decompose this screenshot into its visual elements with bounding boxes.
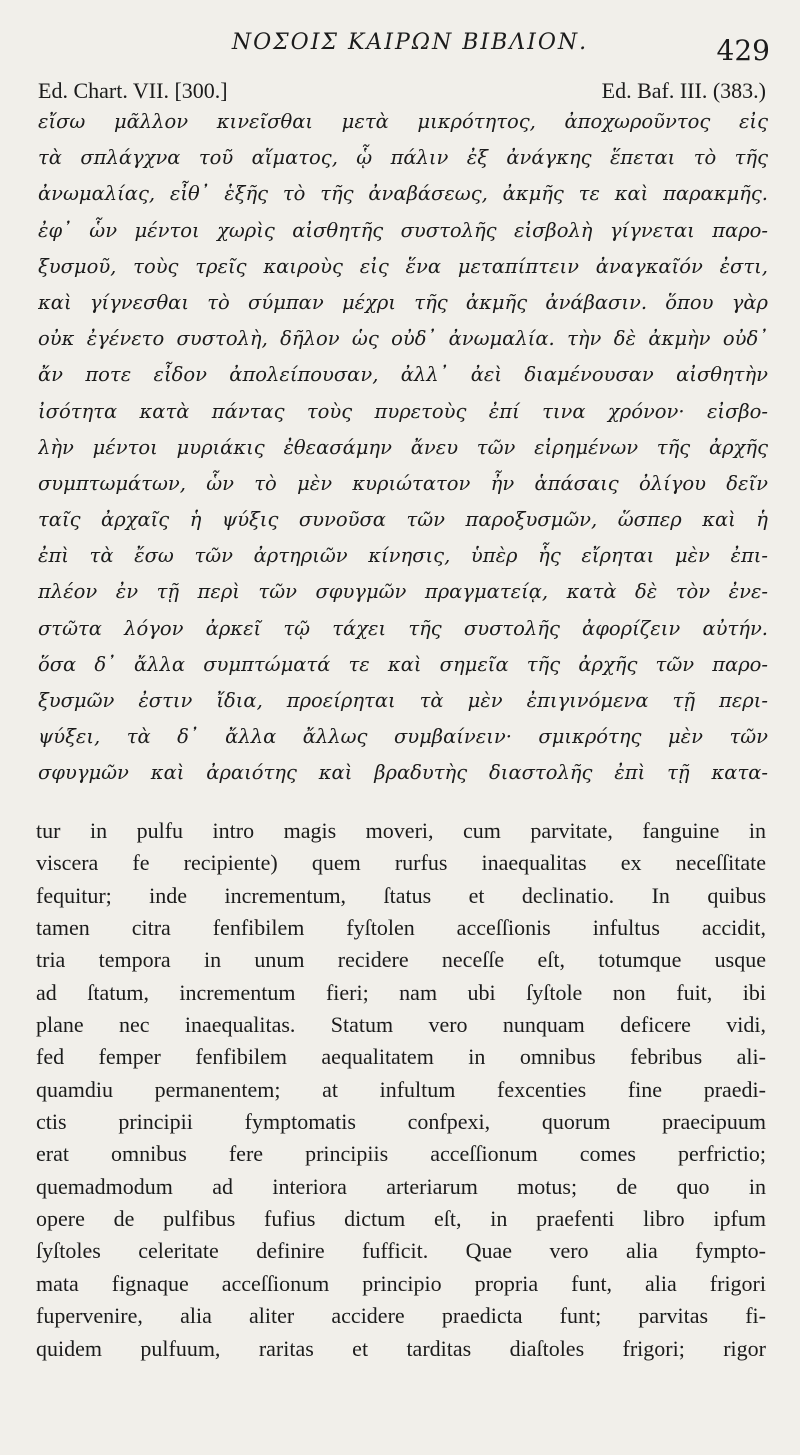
greek-line: σφυγμῶν καὶ ἀραιότης καὶ βραδυτὴς διαστολῆς ἐπὶ τῇ κατα- (38, 761, 768, 785)
greek-line: ξυσμῶν ἐστιν ἴδια, προείρηται τὰ μὲν ἐπιγινόμενα τῇ περι- (38, 689, 768, 712)
greek-line: ἐφ᾽ ὧν μέντοι χωρὶς αἰσθητῆς συστολῆς εἰσβολὴ γίγνεται παρο- (38, 218, 768, 242)
latin-line: tamen citra fenfibilem fyſtolen acceſſionis infultus accidit, (36, 915, 766, 941)
page-number: 429 (716, 34, 770, 67)
latin-line: mata fignaque acceſſionum principio propria funt, alia frigori (36, 1270, 766, 1296)
running-title: ΝΟΣΟΙΣ ΚΑΙΡΩΝ ΒΙΒΛΙΟΝ. (231, 30, 589, 55)
latin-line: ctis principii fymptomatis confpexi, quorum praecipuum (36, 1109, 766, 1135)
latin-line: ad ſtatum, incrementum fieri; nam ubi ſyſtole non fuit, ibi (36, 979, 766, 1005)
latin-line: viscera fe recipiente) quem rurfus inaequalitas ex neceſſitate (36, 850, 766, 876)
latin-line: opere de pulfibus fufius dictum eſt, in praefenti libro ipfum (36, 1206, 766, 1232)
latin-line: fed femper fenfibilem aequalitatem in omnibus febribus ali- (36, 1044, 766, 1070)
edition-chart-reference: Ed. Chart. VII. [300.] (38, 78, 228, 103)
latin-text-block (36, 815, 766, 1365)
greek-line: συμπτωμάτων, ὧν τὸ μὲν κυριώτατον ἦν ἁπάσαις ὀλίγου δεῖν (38, 471, 768, 495)
latin-line: quamdiu permanentem; at infultum fexcenties fine praedi- (36, 1076, 766, 1102)
latin-line: fequitur; inde incrementum, ſtatus et declinatio. In quibus (36, 882, 766, 908)
greek-line: ἐπὶ τὰ ἔσω τῶν ἀρτηριῶν κίνησις, ὑπὲρ ἧς εἴρηται μὲν ἐπι- (38, 544, 768, 568)
greek-line: οὐκ ἐγένετο συστολὴ, δῆλον ὡς οὐδ᾽ ἀνωμαλία. τὴν δὲ ἀκμὴν οὐδ᾽ (38, 327, 768, 351)
edition-basel-reference: Ed. Baf. III. (383.) (601, 78, 766, 103)
edition-references (38, 78, 766, 106)
latin-line: fupervenire, alia aliter accidere praedicta funt; parvitas fi- (36, 1303, 766, 1329)
greek-line: καὶ γίγνεσθαι τὸ σύμπαν μέχρι τῆς ἀκμῆς ἀνάβασιν. ὅπου γὰρ (38, 290, 768, 314)
latin-line: quemadmodum ad interiora arteriarum motus; de quo in (36, 1173, 766, 1199)
latin-line: tria tempora in unum recidere neceſſe eſt, totumque usque (36, 947, 766, 973)
latin-line: erat omnibus fere principiis acceſſionum comes perfrictio; (36, 1141, 766, 1167)
greek-line: στῶτα λόγον ἀρκεῖ τῷ τάχει τῆς συστολῆς ἀφορίζειν αὐτήν. (38, 616, 768, 640)
greek-text-block (38, 104, 768, 792)
latin-line: plane nec inaequalitas. Statum vero nunquam deficere vidi, (36, 1012, 766, 1038)
greek-line: ταῖς ἀρχαῖς ἡ ψύξις συνοῦσα τῶν παροξυσμῶν, ὥσπερ καὶ ἡ (38, 508, 768, 532)
greek-line: εἴσω μᾶλλον κινεῖσθαι μετὰ μικρότητος, ἀποχωροῦντος εἰς (38, 110, 768, 133)
greek-line: πλέον ἐν τῇ περὶ τῶν σφυγμῶν πραγματείᾳ, κατὰ δὲ τὸν ἐνε- (38, 580, 768, 604)
latin-line: tur in pulfu intro magis moveri, cum parvitate, fanguine in (36, 818, 766, 843)
greek-line: ὅσα δ᾽ ἄλλα συμπτώματά τε καὶ σημεῖα τῆς ἀρχῆς τῶν παρο- (38, 652, 768, 676)
greek-line: ψύξει, τὰ δ᾽ ἄλλα ἄλλως συμβαίνειν· σμικρότης μὲν τῶν (38, 725, 768, 749)
latin-line: ſyſtoles celeritate definire fufficit. Quae vero alia fympto- (36, 1238, 766, 1264)
greek-line: ἰσότητα κατὰ πάντας τοὺς πυρετοὺς ἐπί τινα χρόνον· εἰσβο- (38, 399, 768, 423)
greek-line: ξυσμοῦ, τοὺς τρεῖς καιροὺς εἰς ἕνα μεταπίπτειν ἀναγκαῖόν ἐστι, (38, 254, 768, 278)
greek-line: λὴν μέντοι μυριάκις ἐθεασάμην ἄνευ τῶν εἰρημένων τῆς ἀρχῆς (38, 435, 768, 459)
greek-line: ἄν ποτε εἶδον ἀπολείπουσαν, ἀλλ᾽ ἀεὶ διαμένουσαν αἰσθητὴν (38, 363, 768, 387)
latin-line: quidem pulfuum, raritas et tarditas diaſtoles frigori; rigor (36, 1335, 766, 1361)
greek-line: τὰ σπλάγχνα τοῦ αἵματος, ᾧ πάλιν ἐξ ἀνάγκης ἕπεται τὸ τῆς (38, 146, 768, 170)
greek-line: ἀνωμαλίας, εἶθ᾽ ἑξῆς τὸ τῆς ἀναβάσεως, ἀκμῆς τε καὶ παρακμῆς. (38, 182, 768, 206)
